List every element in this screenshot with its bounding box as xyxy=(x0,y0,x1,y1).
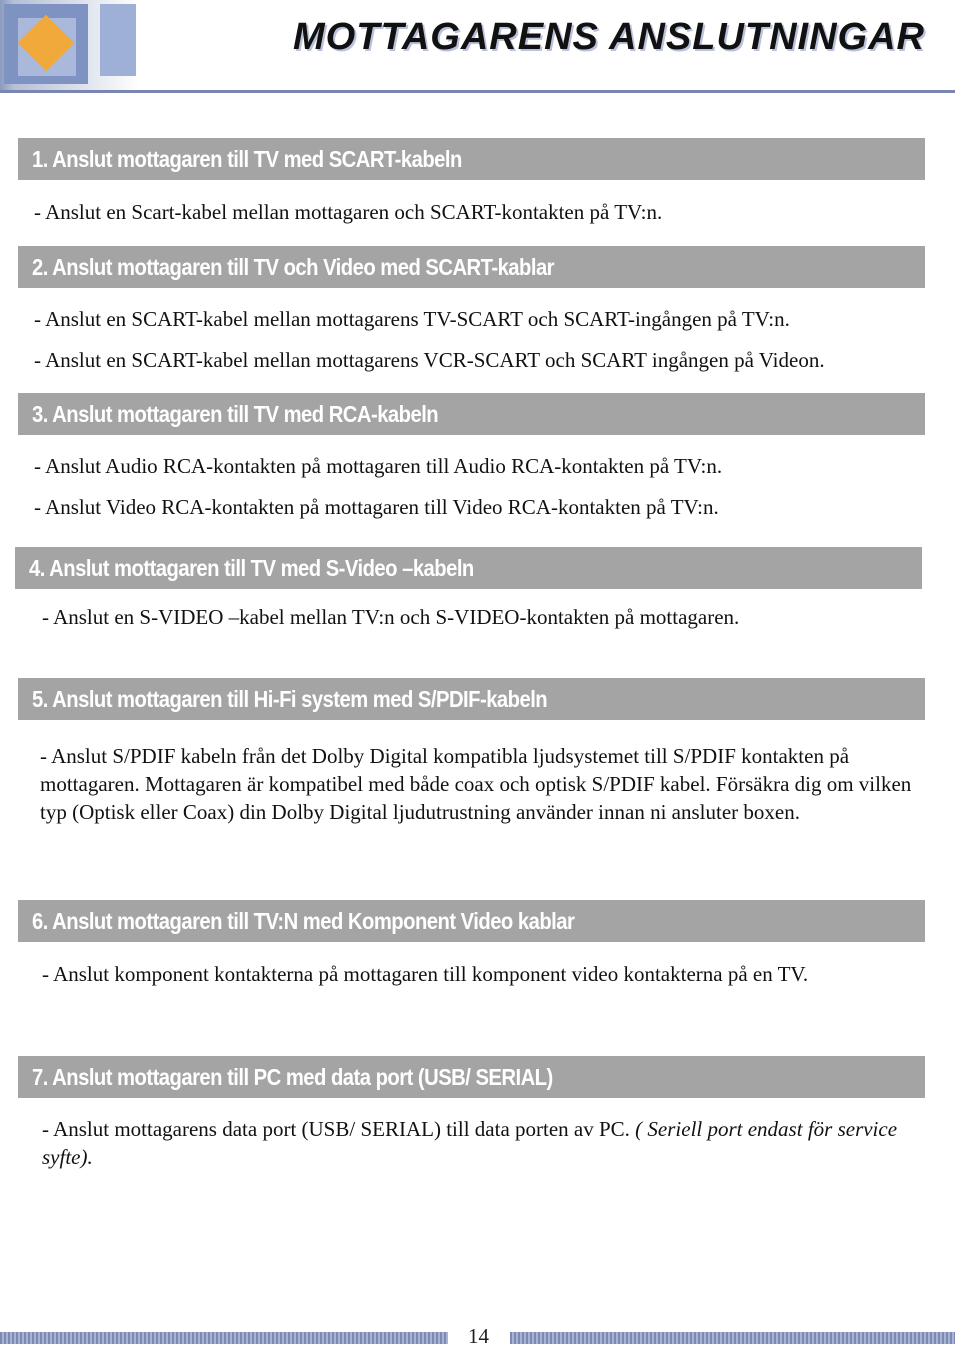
page-title: MOTTAGARENS ANSLUTNINGAR xyxy=(293,16,925,58)
section-2-line-2: - Anslut en SCART-kabel mellan mottagarens VCR-SCART och SCART ingången på Videon. xyxy=(34,348,825,372)
section-3-line-2: - Anslut Video RCA-kontakten på mottagaren till Video RCA-kontakten på TV:n. xyxy=(34,495,719,519)
section-3-heading-bar xyxy=(18,393,925,435)
section-1-line-1: - Anslut en Scart-kabel mellan mottagaren och SCART-kontakten på TV:n. xyxy=(34,200,663,224)
section-2-line-1: - Anslut en SCART-kabel mellan mottagarens TV-SCART och SCART-ingången på TV:n. xyxy=(34,307,790,331)
section-3-heading: 3. Anslut mottagaren till TV med RCA-kabeln xyxy=(32,400,439,427)
header-divider xyxy=(0,90,955,93)
page-number: 14 xyxy=(468,1324,489,1348)
section-4-heading: 4. Anslut mottagaren till TV med S-Video –kabeln xyxy=(29,554,474,581)
section-7-note: ( Seriell port endast för service syfte). xyxy=(42,1117,898,1169)
section-4-line-1: - Anslut en S-VIDEO –kabel mellan TV:n och S-VIDEO-kontakten på mottagaren. xyxy=(42,605,740,629)
section-6-heading-bar xyxy=(18,900,925,942)
section-2-heading-bar xyxy=(18,246,925,288)
logo xyxy=(4,4,88,84)
section-7-paragraph xyxy=(42,1115,922,1171)
section-3-line-1: - Anslut Audio RCA-kontakten på mottagaren till Audio RCA-kontakten på TV:n. xyxy=(34,454,723,478)
section-7-heading-bar xyxy=(18,1056,925,1098)
footer-bar-left xyxy=(0,1332,448,1344)
section-7-heading: 7. Anslut mottagaren till PC med data port (USB/ SERIAL) xyxy=(32,1063,553,1090)
section-5-heading: 5. Anslut mottagaren till Hi-Fi system med S/PDIF-kabeln xyxy=(32,685,548,712)
section-4-heading-bar xyxy=(15,547,922,589)
page-header xyxy=(0,0,955,92)
section-2-heading: 2. Anslut mottagaren till TV och Video med SCART-kablar xyxy=(32,253,555,280)
section-6-line-1: - Anslut komponent kontakterna på mottagaren till komponent video kontakterna på en TV. xyxy=(42,962,809,986)
section-6-heading: 6. Anslut mottagaren till TV:N med Komponent Video kablar xyxy=(32,907,575,934)
section-1-heading-bar xyxy=(18,138,925,180)
footer-bar-right xyxy=(510,1332,955,1344)
section-1-heading: 1. Anslut mottagaren till TV med SCART-kabeln xyxy=(32,145,462,172)
logo-stripe xyxy=(100,4,136,76)
section-5-heading-bar xyxy=(18,678,925,720)
section-5-paragraph: - Anslut S/PDIF kabeln från det Dolby Digital kompatibla ljudsystemet till S/PDIF kontakten på mottagaren. Mottagaren är kompatibel med både coax och optisk S/PDIF kabel. Försäkra dig om vilken typ (Optisk eller Coax) din Dolby Digital ljudutrustning använder innan ni ansluter boxen. xyxy=(40,744,912,824)
section-7-text: - Anslut mottagarens data port (USB/ SERIAL) till data porten av PC. xyxy=(42,1117,630,1141)
